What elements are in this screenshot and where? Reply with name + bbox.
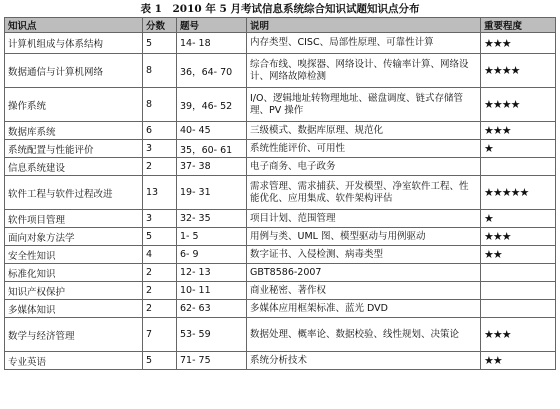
- score-cell: 5: [143, 33, 177, 54]
- score-cell: 3: [143, 210, 177, 228]
- description-cell: 数据处理、概率论、数据校验、线性规划、决策论: [247, 318, 481, 352]
- importance-stars: ★★★: [481, 318, 556, 352]
- score-cell: 2: [143, 158, 177, 176]
- score-cell: 6: [143, 122, 177, 140]
- score-cell: 2: [143, 282, 177, 300]
- importance-stars: ★★★★★: [481, 176, 556, 210]
- importance-stars: ★★★★: [481, 88, 556, 122]
- description-cell: 综合布线、嗅探器、网络设计、传输率计算、网络设计、网络故障检测: [247, 54, 481, 88]
- score-cell: 5: [143, 352, 177, 370]
- question-numbers-cell: 32- 35: [177, 210, 247, 228]
- score-cell: 8: [143, 54, 177, 88]
- table-row: [5, 352, 556, 370]
- description-cell: 需求管理、需求捕获、开发模型、净室软件工程、性能优化、应用集成、软件架构评估: [247, 176, 481, 210]
- topic-cell: 数据通信与计算机网络: [5, 54, 143, 88]
- header-importance: 重要程度: [481, 18, 556, 33]
- table-row: [5, 210, 556, 228]
- question-numbers-cell: 36，64- 70: [177, 54, 247, 88]
- table-row: [5, 264, 556, 282]
- topic-cell: 标准化知识: [5, 264, 143, 282]
- importance-stars: ★★: [481, 246, 556, 264]
- header-topic: 知识点: [5, 18, 143, 33]
- table-row: [5, 158, 556, 176]
- description-cell: I/O、逻辑地址转物理地址、磁盘调度、链式存储管理、PV 操作: [247, 88, 481, 122]
- description-cell: GBT8586-2007: [247, 264, 481, 282]
- topic-cell: 操作系统: [5, 88, 143, 122]
- importance-stars: ★★★★: [481, 54, 556, 88]
- score-cell: 13: [143, 176, 177, 210]
- question-numbers-cell: 6- 9: [177, 246, 247, 264]
- question-numbers-cell: 39，46- 52: [177, 88, 247, 122]
- description-cell: 多媒体应用框架标准、蓝光 DVD: [247, 300, 481, 318]
- table-caption: 表 1 2010 年 5 月考试信息系统综合知识试题知识点分布: [140, 3, 420, 15]
- table-row: [5, 228, 556, 246]
- question-numbers-cell: 10- 11: [177, 282, 247, 300]
- table-row: [5, 122, 556, 140]
- importance-stars: [481, 264, 556, 282]
- table-row: [5, 140, 556, 158]
- topic-cell: 软件项目管理: [5, 210, 143, 228]
- importance-stars: ★: [481, 140, 556, 158]
- knowledge-distribution-table: [4, 17, 556, 370]
- score-cell: 7: [143, 318, 177, 352]
- importance-stars: [481, 300, 556, 318]
- importance-stars: ★★★: [481, 33, 556, 54]
- table-row: [5, 318, 556, 352]
- table-row: [5, 176, 556, 210]
- description-cell: 系统分析技术: [247, 352, 481, 370]
- importance-stars: [481, 282, 556, 300]
- description-cell: 电子商务、电子政务: [247, 158, 481, 176]
- question-numbers-cell: 71- 75: [177, 352, 247, 370]
- score-cell: 5: [143, 228, 177, 246]
- question-numbers-cell: 14- 18: [177, 33, 247, 54]
- table-row: [5, 33, 556, 54]
- header-row: [5, 18, 556, 33]
- importance-stars: ★★: [481, 352, 556, 370]
- description-cell: 系统性能评价、可用性: [247, 140, 481, 158]
- score-cell: 2: [143, 300, 177, 318]
- topic-cell: 面向对象方法学: [5, 228, 143, 246]
- score-cell: 3: [143, 140, 177, 158]
- description-cell: 数字证书、入侵检测、病毒类型: [247, 246, 481, 264]
- importance-stars: [481, 158, 556, 176]
- question-numbers-cell: 53- 59: [177, 318, 247, 352]
- topic-cell: 专业英语: [5, 352, 143, 370]
- score-cell: 4: [143, 246, 177, 264]
- importance-stars: ★: [481, 210, 556, 228]
- topic-cell: 知识产权保护: [5, 282, 143, 300]
- table-row: [5, 88, 556, 122]
- question-numbers-cell: 35，60- 61: [177, 140, 247, 158]
- topic-cell: 软件工程与软件过程改进: [5, 176, 143, 210]
- table-row: [5, 246, 556, 264]
- header-score: 分数: [143, 18, 177, 33]
- description-cell: 用例与类、UML 图、模型驱动与用例驱动: [247, 228, 481, 246]
- topic-cell: 系统配置与性能评价: [5, 140, 143, 158]
- question-numbers-cell: 12- 13: [177, 264, 247, 282]
- description-cell: 商业秘密、著作权: [247, 282, 481, 300]
- question-numbers-cell: 62- 63: [177, 300, 247, 318]
- question-numbers-cell: 19- 31: [177, 176, 247, 210]
- header-question-numbers: 题号: [177, 18, 247, 33]
- topic-cell: 计算机组成与体系结构: [5, 33, 143, 54]
- question-numbers-cell: 40- 45: [177, 122, 247, 140]
- topic-cell: 数据库系统: [5, 122, 143, 140]
- description-cell: 内存类型、CISC、局部性原理、可靠性计算: [247, 33, 481, 54]
- topic-cell: 安全性知识: [5, 246, 143, 264]
- description-cell: 三级模式、数据库原理、规范化: [247, 122, 481, 140]
- header-description: 说明: [247, 18, 481, 33]
- score-cell: 2: [143, 264, 177, 282]
- importance-stars: ★★★: [481, 122, 556, 140]
- table-row: [5, 54, 556, 88]
- question-numbers-cell: 37- 38: [177, 158, 247, 176]
- table-row: [5, 300, 556, 318]
- score-cell: 8: [143, 88, 177, 122]
- description-cell: 项目计划、范围管理: [247, 210, 481, 228]
- question-numbers-cell: 1- 5: [177, 228, 247, 246]
- table-row: [5, 282, 556, 300]
- topic-cell: 多媒体知识: [5, 300, 143, 318]
- topic-cell: 信息系统建设: [5, 158, 143, 176]
- topic-cell: 数学与经济管理: [5, 318, 143, 352]
- importance-stars: ★★★: [481, 228, 556, 246]
